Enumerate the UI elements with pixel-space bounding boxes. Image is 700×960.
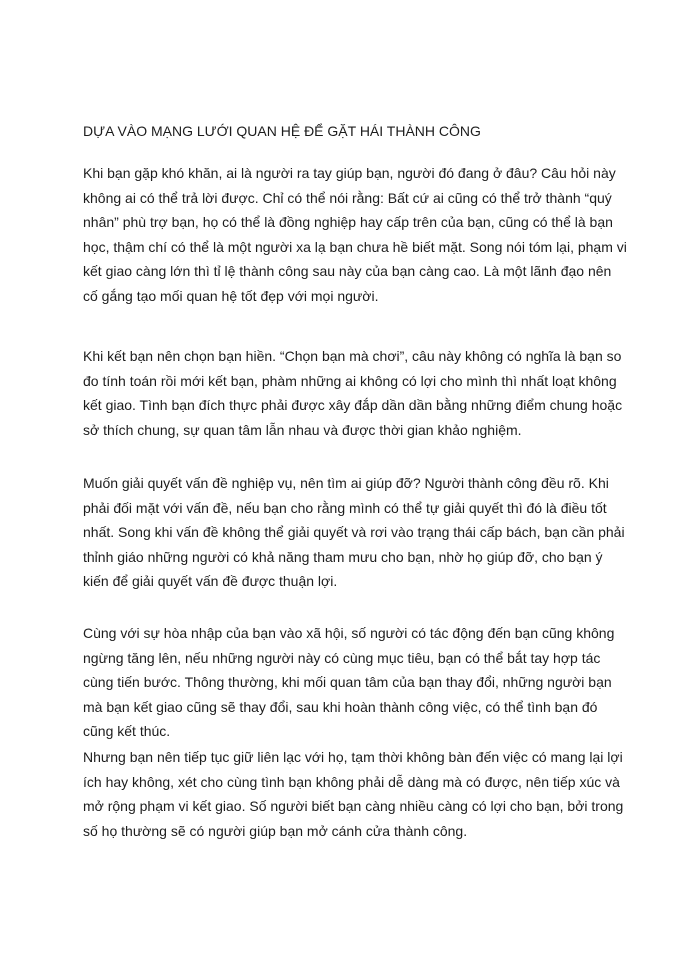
paragraph-5: Nhưng bạn nên tiếp tục giữ liên lạc với họ, tạm thời không bàn đến việc có mang lại lợi ích hay không, xét cho cùng tình bạn không phải dễ dàng mà có được, nên tiếp xúc và mở rộng phạm vi kết giao. Số người biết bạn càng nhiều càng có lợi cho bạn, bởi trong số họ thường sẽ có người giúp bạn mở cánh cửa thành công. [83, 749, 624, 839]
paragraph-4: Cùng với sự hòa nhập của bạn vào xã hội, số người có tác động đến bạn cũng không ngừng tăng lên, nếu những người này có cùng mục tiêu, bạn có thể bắt tay hợp tác cùng tiến bước. Thông thường, khi mối quan tâm của bạn thay đổi, những người bạn mà bạn kết giao cũng sẽ thay đổi, sau khi hoàn thành công việc, có thể tình bạn đó cũng kết thúc. [83, 625, 615, 739]
paragraph-2: Khi kết bạn nên chọn bạn hiền. “Chọn bạn mà chơi”, câu này không có nghĩa là bạn so đo tính toán rồi mới kết bạn, phàm những ai không có lợi cho mình thì nhất loạt không kết giao. Tình bạn đích thực phải được xây đắp dần dần bằng những điểm chung hoặc sở thích chung, sự quan tâm lẫn nhau và được thời gian khảo nghiệm. [83, 348, 623, 438]
paragraph-1: Khi bạn gặp khó khăn, ai là người ra tay giúp bạn, người đó đang ở đâu? Câu hỏi này không ai có thể trả lời được. Chỉ có thể nói rằng: Bất cứ ai cũng có thể trở thành “quý nhân” phù trợ bạn, họ có thể là đồng nghiệp hay cấp trên của bạn, cũng có thể là bạn học, thậm chí có thể là một người xa lạ bạn chưa hề biết mặt. Song nói tóm lại, phạm vi kết giao càng lớn thì tỉ lệ thành công sau này của bạn càng cao. Là một lãnh đạo nên cố gắng tạo mối quan hệ tốt đẹp với mọi người. [83, 165, 627, 304]
document-title: DỰA VÀO MẠNG LƯỚI QUAN HỆ ĐỂ GẶT HÁI THÀNH CÔNG [83, 123, 481, 139]
paragraph-3: Muốn giải quyết vấn đề nghiệp vụ, nên tìm ai giúp đỡ? Người thành công đều rõ. Khi phải đối mặt với vấn đề, nếu bạn cho rằng mình có thể tự giải quyết thì đó là điều tốt nhất. Song khi vấn đề không thể giải quyết và rơi vào trạng thái cấp bách, bạn cần phải thỉnh giáo những người có khả năng tham mưu cho bạn, nhờ họ giúp đỡ, cho bạn ý kiến để giải quyết vấn đề được thuận lợi. [83, 475, 625, 589]
